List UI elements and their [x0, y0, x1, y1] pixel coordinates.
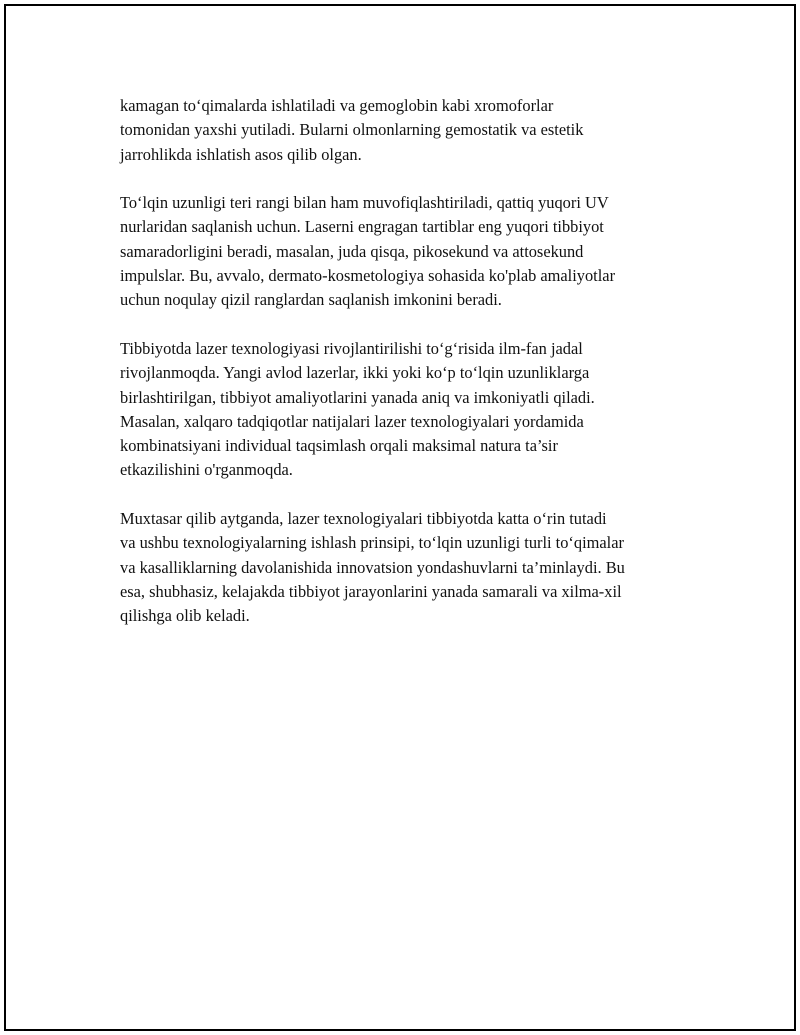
paragraph-3: Tibbiyotda lazer texnologiyasi rivojlantirilishi to‘g‘risida ilm-fan jadal rivojlanmoqda. Yangi avlod lazerlar, ikki yoki ko‘p to‘lqin uzunliklarga birlashtirilgan, tibbiyot amaliyotlarini yanada aniq va imkoniyatli qiladi. Masalan, xalqaro tadqiqotlar natijalari lazer texnologiyalari yordamida kombinatsiyani individual taqsimlash orqali maksimal natura ta’sir etkazilishini o'rganmoqda.: [120, 338, 595, 480]
paragraph-1: kamagan to‘qimalarda ishlatiladi va gemoglobin kabi xromoforlar tomonidan yaxshi yutiladi. Bularni olmonlarning gemostatik va estetik jarrohlikda ishlatish asos qilib olgan.: [120, 96, 584, 164]
page-frame: [4, 4, 796, 1031]
paragraph-4: Muxtasar qilib aytganda, lazer texnologiyalari tibbiyotda katta o‘rin tutadi va ushbu texnologiyalarning ishlash prinsipi, to‘lqin uzunligi turli to‘qimalar va kasalliklarning davolanishida innovatsion yondashuvlarni ta’minlaydi. Bu esa, shubhasiz, kelajakda tibbiyot jarayonlarini yanada samarali va xilma-xil qilishga olib keladi.: [120, 509, 625, 626]
document-body: [120, 94, 700, 653]
paragraph-2: To‘lqin uzunligi teri rangi bilan ham muvofiqlashtiriladi, qattiq yuqori UV nurlaridan saqlanish uchun. Laserni engragan tartiblar eng yuqori tibbiyot samaradorligini beradi, masalan, juda qisqa, pikosekund va attosekund impulslar. Bu, avvalo, dermato-kosmetologiya sohasida ko'plab amaliyotlar uchun noqulay qizil ranglardan saqlanish imkonini beradi.: [120, 193, 616, 310]
